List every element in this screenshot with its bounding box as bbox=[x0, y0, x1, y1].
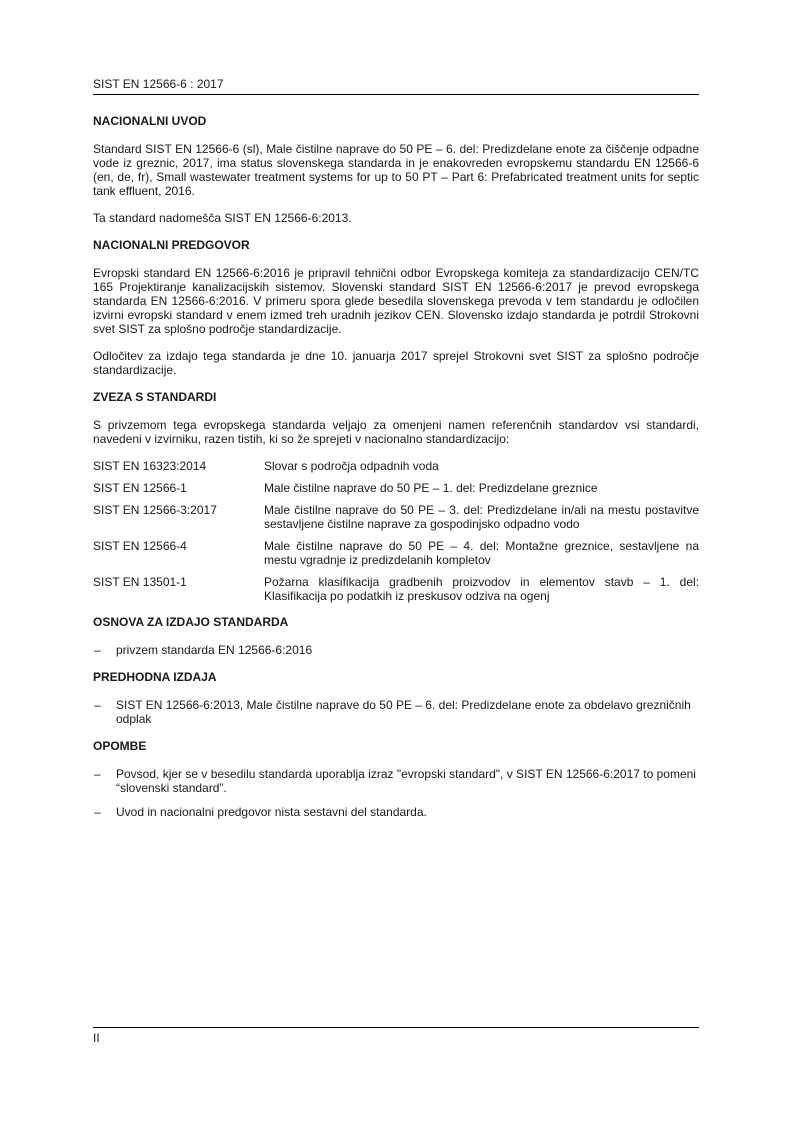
list-item-text: Uvod in nacionalni predgovor nista sestavni del standarda. bbox=[116, 805, 427, 819]
bullet-list bbox=[93, 643, 699, 657]
reference-row bbox=[93, 459, 699, 473]
reference-code: SIST EN 12566-1 bbox=[93, 481, 187, 495]
reference-title: Požarna klasifikacija gradbenih proizvodov in elementov stavb – 1. del: Klasifikacija po podatkih iz preskusov odziva na ogenj bbox=[264, 575, 699, 603]
reference-code: SIST EN 12566-4 bbox=[93, 539, 187, 553]
reference-row bbox=[93, 575, 699, 603]
page-content bbox=[93, 114, 699, 832]
bullet-list bbox=[93, 767, 699, 819]
heading-nacionalni-uvod: NACIONALNI UVOD bbox=[93, 114, 207, 128]
bullet-list bbox=[93, 698, 699, 726]
list-item-text: SIST EN 12566-6:2013, Male čistilne naprave do 50 PE – 6. del: Predizdelane enote za obdelavo grezničnih odplak bbox=[116, 698, 691, 726]
reference-row bbox=[93, 539, 699, 567]
reference-title: Slovar s področja odpadnih voda bbox=[264, 459, 439, 473]
reference-row bbox=[93, 503, 699, 531]
list-item bbox=[93, 643, 699, 657]
list-item bbox=[93, 805, 699, 819]
reference-title: Male čistilne naprave do 50 PE – 3. del: Predizdelane in/ali na mestu postavitve sestavljene čistilne naprave za gospodinjsko odpadno vodo bbox=[264, 503, 699, 531]
reference-title: Male čistilne naprave do 50 PE – 4. del: Montažne greznice, sestavljene na mestu vgradnje iz predizdelanih kompletov bbox=[264, 539, 699, 567]
reference-title: Male čistilne naprave do 50 PE – 1. del: Predizdelane greznice bbox=[264, 481, 598, 495]
bullet-dash: – bbox=[94, 643, 101, 657]
bullet-dash: – bbox=[94, 805, 101, 819]
page-footer bbox=[93, 1027, 699, 1045]
document-page bbox=[93, 0, 699, 1122]
list-item bbox=[93, 698, 699, 726]
bullet-dash: – bbox=[94, 767, 101, 781]
reference-list bbox=[93, 459, 699, 603]
heading-nacionalni-predgovor: NACIONALNI PREDGOVOR bbox=[93, 238, 250, 252]
list-item-text: privzem standarda EN 12566-6:2016 bbox=[116, 643, 313, 657]
paragraph: Evropski standard EN 12566-6:2016 je pripravil tehnični odbor Evropskega komiteja za standardizacijo CEN/TC 165 Projektiranje kanalizacijskih sistemov. Slovenski standard SIST EN 12566-6:2017 je prevod evropskega standarda EN 12566-6:2016. V primeru spora glede besedila slovenskega prevoda v tem standardu je odločilen izvirni evropski standard v enem izmed treh uradnih jezikov CEN. Slovensko izdajo standarda je potrdil Strokovni svet SIST za splošno področje standardizacije. bbox=[93, 266, 699, 336]
list-item-text: Povsod, kjer se v besedilu standarda uporablja izraz "evropski standard", v SIST EN 12566-6:2017 to pomeni “slovenski standard”. bbox=[116, 767, 696, 795]
heading-zveza-s-standardi: ZVEZA S STANDARDI bbox=[93, 390, 217, 404]
reference-row bbox=[93, 481, 699, 495]
reference-code: SIST EN 16323:2014 bbox=[93, 459, 207, 473]
heading-opombe: OPOMBE bbox=[93, 739, 147, 753]
list-item bbox=[93, 767, 699, 795]
heading-osnova-za-izdajo: OSNOVA ZA IZDAJO STANDARDA bbox=[93, 615, 289, 629]
page-number: II bbox=[93, 1031, 100, 1045]
paragraph: S privzemom tega evropskega standarda veljajo za omenjeni namen referenčnih standardov vsi standardi, navedeni v izvirniku, razen tistih, ki so že sprejeti v nacionalno standardizacijo: bbox=[93, 418, 699, 446]
paragraph: Standard SIST EN 12566-6 (sl), Male čistilne naprave do 50 PE – 6. del: Predizdelane enote za čiščenje odpadne vode iz greznic, 2017, ima status slovenskega standarda in je enakovreden evropskemu standardu EN 12566-6 (en, de, fr), Small wastewater treatment systems for up to 50 PT – Part 6: Prefabricated treatment units for septic tank effluent, 2016. bbox=[93, 142, 699, 198]
running-header: SIST EN 12566-6 : 2017 bbox=[93, 77, 699, 95]
paragraph: Odločitev za izdajo tega standarda je dne 10. januarja 2017 sprejel Strokovni svet SIST za splošno področje standardizacije. bbox=[93, 349, 699, 377]
reference-code: SIST EN 12566-3:2017 bbox=[93, 503, 217, 517]
heading-predhodna-izdaja: PREDHODNA IZDAJA bbox=[93, 670, 217, 684]
reference-code: SIST EN 13501-1 bbox=[93, 575, 187, 589]
paragraph: Ta standard nadomešča SIST EN 12566-6:2013. bbox=[93, 211, 352, 225]
bullet-dash: – bbox=[94, 698, 101, 712]
